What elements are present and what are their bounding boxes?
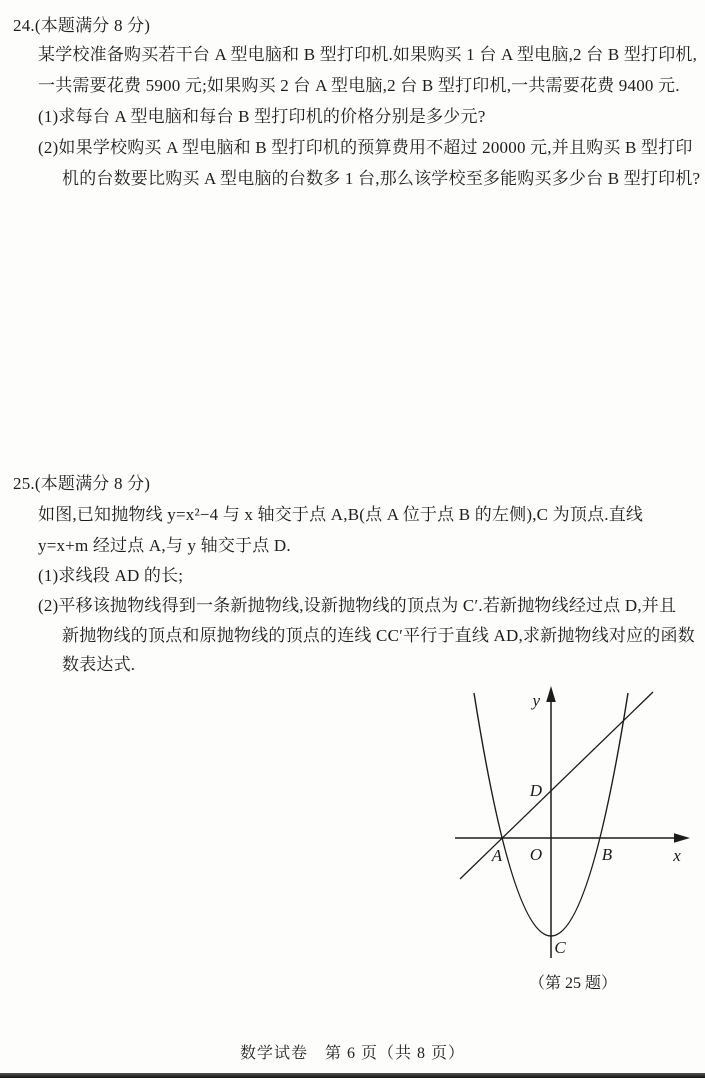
problem-25-question-2-line-3: 数表达式. bbox=[62, 655, 136, 674]
figure-caption: （第 25 题） bbox=[528, 975, 618, 992]
problem-24-heading: 24.(本题满分 8 分) bbox=[13, 16, 151, 35]
problem-25-figure bbox=[430, 680, 700, 995]
problem-25-heading: 25.(本题满分 8 分) bbox=[13, 474, 151, 493]
problem-24-question-1: (1)求每台 A 型电脑和每台 B 型打印机的价格分别是多少元? bbox=[38, 107, 486, 126]
problem-24-question-2-line-1: (2)如果学校购买 A 型电脑和 B 型打印机的预算费用不超过 20000 元,并且购买 B 型打印 bbox=[38, 138, 693, 157]
x-axis-label: x bbox=[673, 846, 681, 865]
y-axis-arrow-icon bbox=[546, 686, 556, 702]
problem-25-question-1: (1)求线段 AD 的长; bbox=[38, 566, 184, 585]
y-axis-label: y bbox=[532, 691, 540, 710]
parabola-line-diagram bbox=[430, 680, 700, 995]
point-c-label: C bbox=[554, 938, 566, 957]
point-b-label: B bbox=[601, 845, 613, 864]
problem-25-body-line-2: y=x+m 经过点 A,与 y 轴交于点 D. bbox=[38, 536, 291, 555]
problem-25-body-line-1: 如图,已知抛物线 y=x²−4 与 x 轴交于点 A,B(点 A 位于点 B 的左侧),C 为顶点.直线 bbox=[38, 505, 644, 524]
point-d-label: D bbox=[529, 781, 542, 800]
origin-label: O bbox=[529, 845, 543, 864]
problem-24-body-line-1: 某学校准备购买若干台 A 型电脑和 B 型打印机.如果购买 1 台 A 型电脑,2 台 B 型打印机, bbox=[38, 45, 698, 64]
line-through-a-d bbox=[460, 692, 653, 879]
problem-24-body-line-2: 一共需要花费 5900 元;如果购买 2 台 A 型电脑,2 台 B 型打印机,一共需要花费 9400 元. bbox=[38, 76, 680, 95]
x-axis-arrow-icon bbox=[674, 833, 690, 843]
page-footer: 数学试卷 第 6 页（共 8 页） bbox=[239, 1045, 465, 1062]
problem-24-question-2-line-2: 机的台数要比购买 A 型电脑的台数多 1 台,那么该学校至多能购买多少台 B 型打印机? bbox=[62, 169, 701, 188]
problem-25-question-2-line-2: 新抛物线的顶点和原抛物线的顶点的连线 CC′平行于直线 AD,求新抛物线对应的函数 bbox=[62, 626, 695, 645]
point-a-label: A bbox=[491, 846, 503, 865]
problem-25-question-2-line-1: (2)平移该抛物线得到一条新抛物线,设新抛物线的顶点为 C′.若新抛物线经过点 D,并且 bbox=[38, 596, 677, 615]
scan-edge-bottom bbox=[0, 1073, 705, 1078]
